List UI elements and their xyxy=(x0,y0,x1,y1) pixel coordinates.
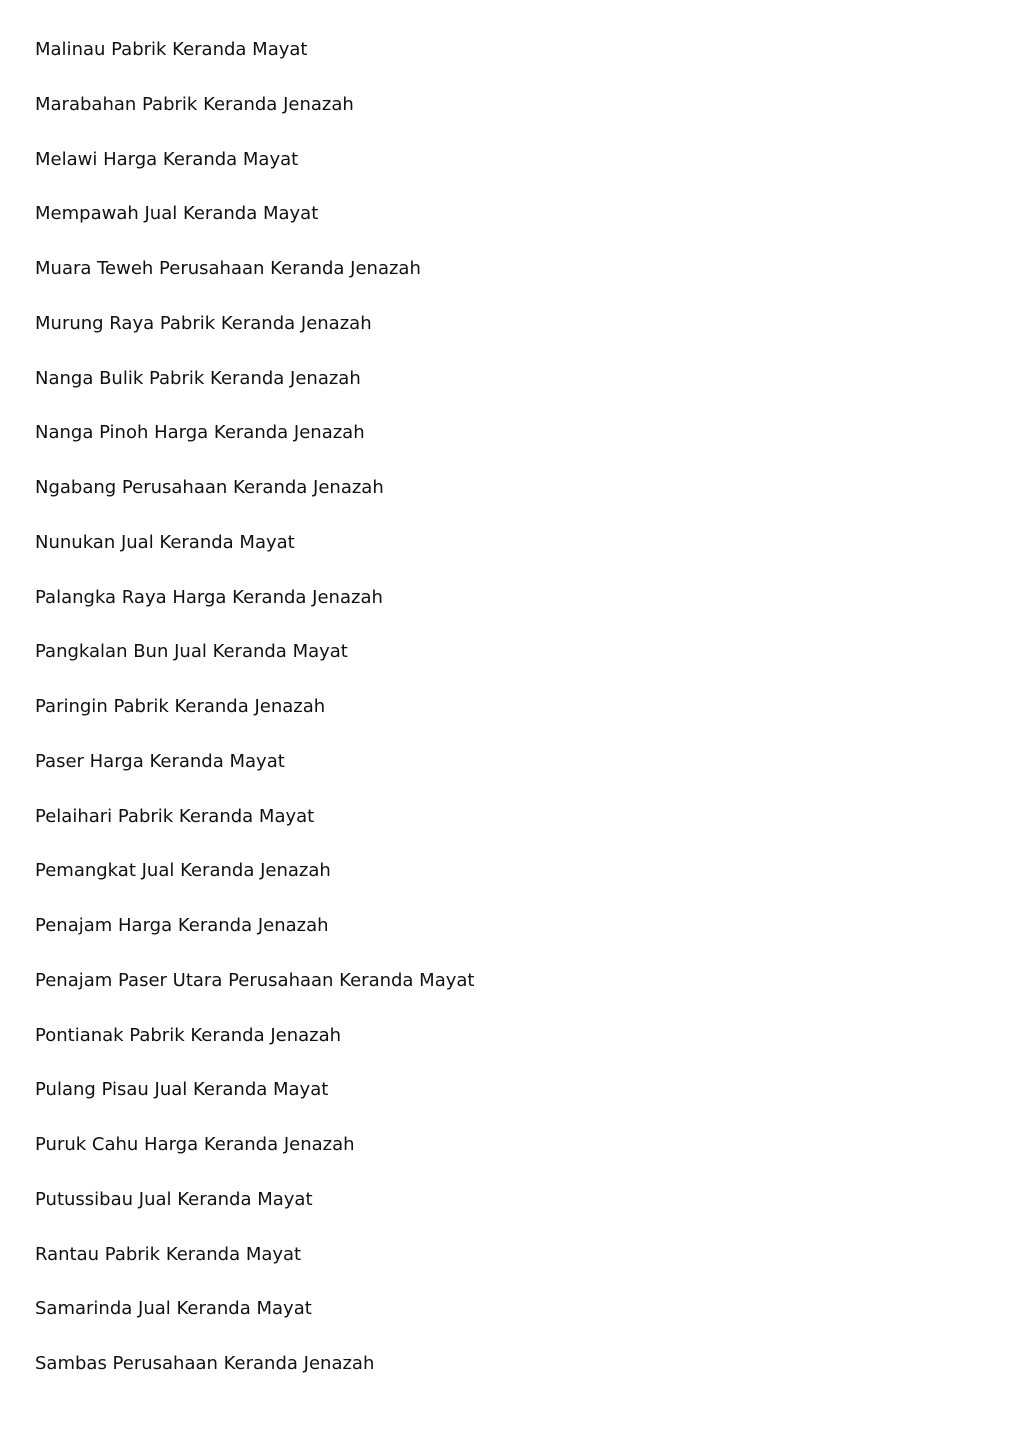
list-item: Murung Raya Pabrik Keranda Jenazah xyxy=(35,312,372,334)
list-item: Pelaihari Pabrik Keranda Mayat xyxy=(35,805,315,827)
list-item: Muara Teweh Perusahaan Keranda Jenazah xyxy=(35,258,421,279)
list-item: Nunukan Jual Keranda Mayat xyxy=(35,531,295,553)
list-item: Nanga Bulik Pabrik Keranda Jenazah xyxy=(35,367,361,389)
list-item: Puruk Cahu Harga Keranda Jenazah xyxy=(35,1134,355,1155)
list-item: Pulang Pisau Jual Keranda Mayat xyxy=(35,1079,329,1101)
list-item: Pemangkat Jual Keranda Jenazah xyxy=(35,860,331,882)
list-item: Palangka Raya Harga Keranda Jenazah xyxy=(35,586,383,608)
list-item: Ngabang Perusahaan Keranda Jenazah xyxy=(35,477,384,498)
list-item: Putussibau Jual Keranda Mayat xyxy=(35,1188,313,1210)
list-item: Marabahan Pabrik Keranda Jenazah xyxy=(35,93,354,115)
list-item: Nanga Pinoh Harga Keranda Jenazah xyxy=(35,422,365,444)
list-item: Malinau Pabrik Keranda Mayat xyxy=(35,39,308,60)
list-item: Pangkalan Bun Jual Keranda Mayat xyxy=(35,641,348,663)
list-item: Melawi Harga Keranda Mayat xyxy=(35,148,299,170)
list-item: Paser Harga Keranda Mayat xyxy=(35,750,285,772)
list-item: Sambas Perusahaan Keranda Jenazah xyxy=(35,1353,375,1374)
list-item: Mempawah Jual Keranda Mayat xyxy=(35,203,319,225)
city-list xyxy=(35,37,474,1406)
list-item: Samarinda Jual Keranda Mayat xyxy=(35,1298,312,1320)
list-item: Pontianak Pabrik Keranda Jenazah xyxy=(35,1024,342,1046)
list-item: Penajam Harga Keranda Jenazah xyxy=(35,915,329,936)
list-item: Penajam Paser Utara Perusahaan Keranda Mayat xyxy=(35,969,475,991)
list-item: Rantau Pabrik Keranda Mayat xyxy=(35,1243,302,1265)
list-item: Paringin Pabrik Keranda Jenazah xyxy=(35,696,326,717)
